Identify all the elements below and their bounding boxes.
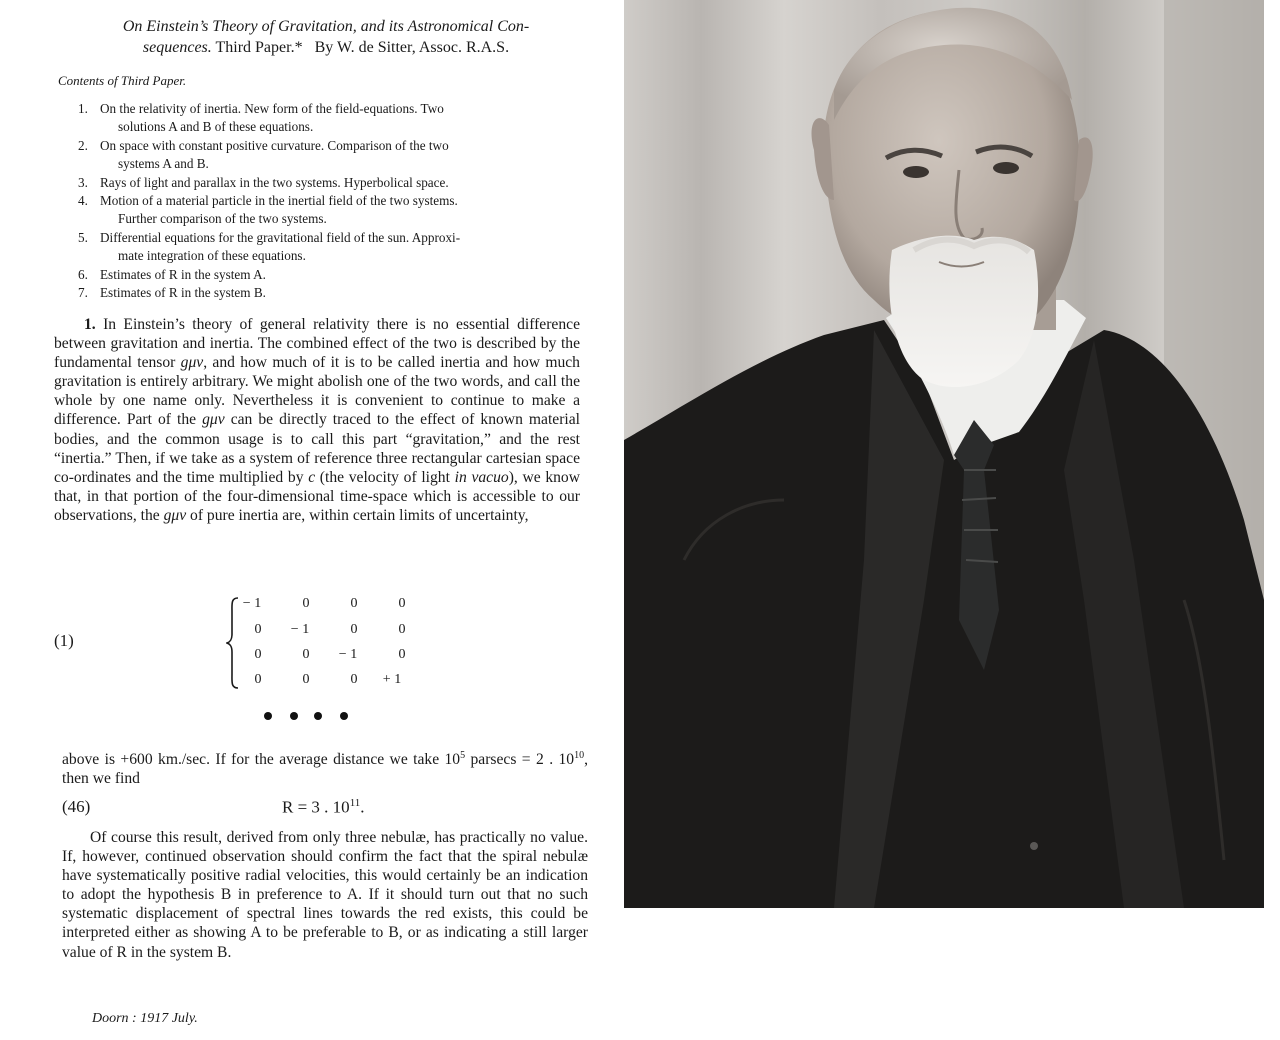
inertia-matrix	[226, 596, 416, 690]
ellipsis-separator	[258, 706, 358, 726]
title-line-2-italic: sequences.	[142, 39, 212, 56]
journal-page	[0, 0, 620, 1040]
title-line-2-byline: Third Paper.* By W. de Sitter, Assoc. R.A.S.	[215, 39, 510, 56]
paper-title	[56, 16, 596, 58]
matrix-cell: 0	[350, 672, 358, 687]
separator-dot	[290, 712, 298, 720]
matrix-cell: 0	[398, 647, 406, 662]
matrix-cell: 0	[398, 622, 406, 637]
suit-button	[1030, 842, 1038, 850]
in-vacuo: in vacuo	[454, 468, 509, 486]
signoff: Doorn : 1917 July.	[92, 1011, 198, 1026]
toc-item: 1. On the relativity of inertia. New form of the field-equations. Two solutions A and B of these equations.	[78, 101, 444, 135]
section-1-paragraph: 1. In Einstein’s theory of general relativity there is no essential difference between gravitation and inertia. The combined effect of the two is described by the fundamental tensor gμν, and how much of it is to be called inertia and how much gravitation is entirely arbitrary. We might abolish one of the two words, and call the whole by one name only. Nevertheless it is convenient to continue to make a difference. Part of the gμν can be directly traced to the effect of known material bodies, and the common usage is to call this part “gravitation,” and the rest “inertia.” Then, if we take as a system of reference three rectangular cartesian space co-ordinates and the time multiplied by c (the velocity of light in vacuo), we know that, in that portion of the four-dimensional time-space which is accessible to our observations, the gμν of pure inertia are, within certain limits of uncertainty,	[54, 316, 580, 524]
light-speed-symbol: c	[308, 468, 316, 486]
toc-item: 6. Estimates of R in the system A.	[78, 266, 266, 282]
matrix-cell: 0	[398, 596, 406, 611]
matrix-cell: − 1	[290, 622, 310, 637]
toc-item: 3. Rays of light and parallax in the two systems. Hyperbolical space.	[78, 174, 449, 190]
matrix-cell: 0	[302, 596, 310, 611]
title-line-1: On Einstein’s Theory of Gravitation, and its Astronomical Con-	[122, 18, 530, 35]
separator-dot	[340, 712, 348, 720]
toc-item: 7. Estimates of R in the system B.	[78, 285, 266, 301]
tensor-symbol: gμν	[202, 411, 225, 429]
toc-item: 2. On space with constant positive curvature. Comparison of the two systems A and B.	[78, 137, 449, 172]
tensor-symbol: gμν	[180, 354, 204, 372]
separator-dot	[264, 712, 272, 720]
tensor-symbol: gμν	[163, 506, 187, 524]
matrix-cell: − 1	[242, 596, 262, 611]
distance-paragraph: above is +600 km./sec. If for the average distance we take $10^5$ parsecs = 2 . $10^{10}$, then we find	[62, 750, 588, 788]
toc-item: 4. Motion of a material particle in the inertial field of the two systems. Further comparison of the two systems.	[78, 193, 458, 227]
matrix-cell: 0	[350, 622, 358, 637]
matrix-cell: 0	[254, 622, 262, 637]
matrix-cell: 0	[254, 672, 262, 687]
matrix-cell: 0	[302, 647, 310, 662]
matrix-cell: − 1	[338, 647, 358, 662]
table-of-contents	[78, 100, 583, 302]
matrix-cell: 0	[302, 672, 310, 687]
section-number: 1.	[84, 316, 96, 333]
equation-46: R = 3 . $10^{11}$.	[282, 797, 365, 817]
conclusion-paragraph: Of course this result, derived from only three nebulæ, has practically no value. If, however, continued observation should confirm the fact that the spiral nebulæ have systematically positive radial velocities, this would certainly be an indication to adopt the hypothesis B in preference to A. If it should turn out that no such systematic displacement of spectral lines towards the red exists, this could be interpreted either as showing A to be preferable to B, or as indicating a still larger value of R in the system B.	[62, 829, 588, 961]
portrait-image	[624, 0, 1264, 908]
toc-item: 5. Differential equations for the gravitational field of the sun. Approxi- mate integration of these equations.	[78, 229, 461, 264]
matrix-cell: + 1	[382, 672, 402, 687]
separator-dot	[314, 712, 322, 720]
contents-heading: Contents of Third Paper.	[58, 73, 187, 88]
matrix-cell: 0	[350, 596, 358, 611]
equation-46-number: (46)	[62, 797, 91, 816]
equation-number: (1)	[54, 631, 74, 650]
matrix-cell: 0	[254, 647, 262, 662]
portrait-photo	[624, 0, 1264, 908]
